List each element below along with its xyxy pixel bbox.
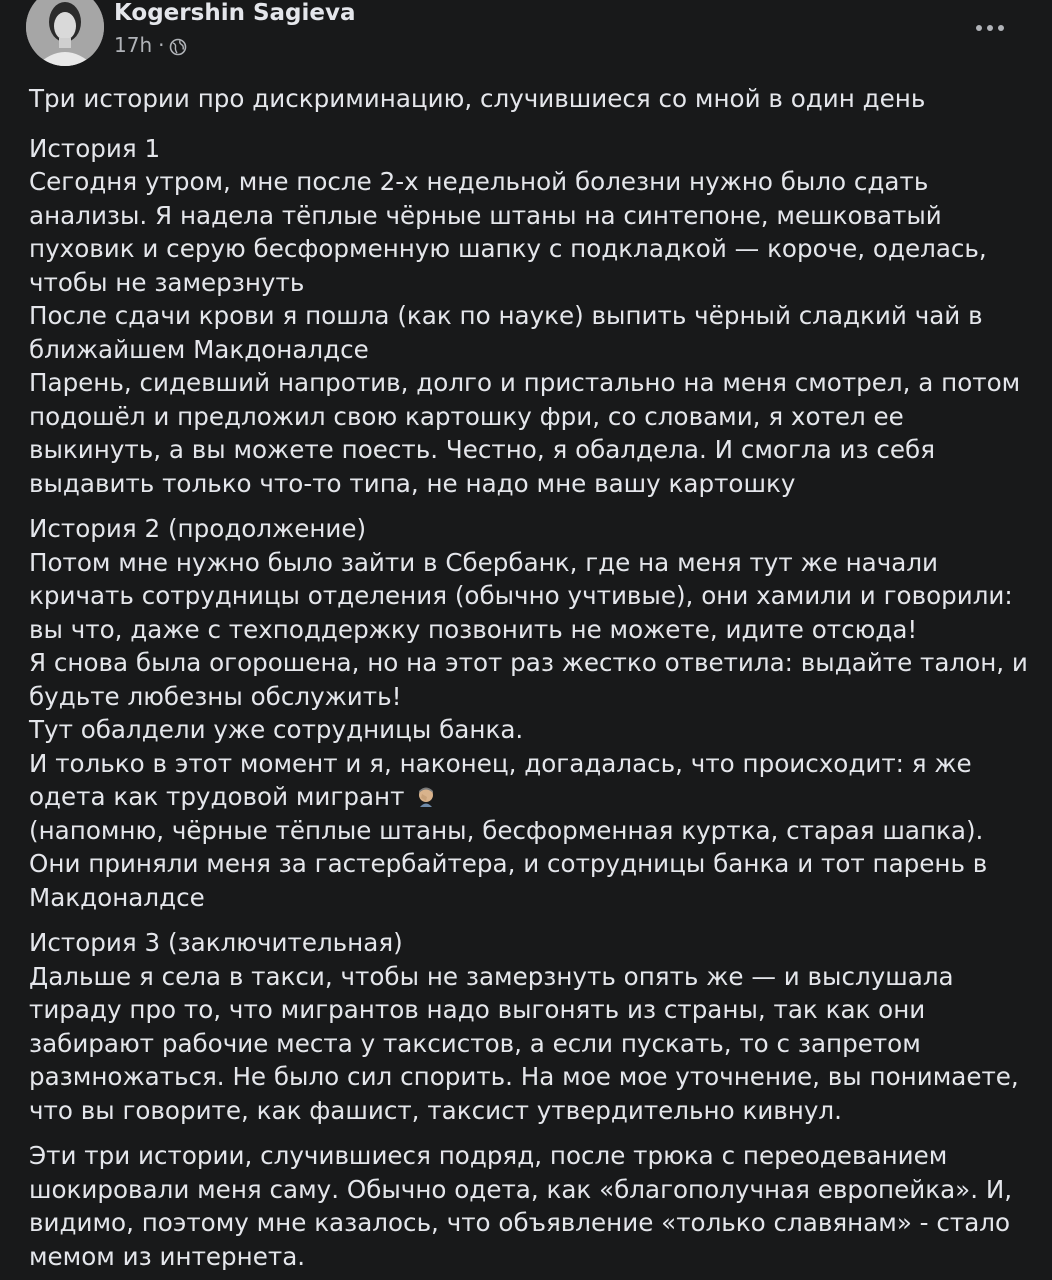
- story2-body-a: Потом мне нужно было зайти в Сбербанк, где на меня тут же начали кричать сотрудницы отделения (обычно учтивые), они хамили и говорили: вы что, даже с техподдержку позвонить не можете, идите отсюда! Я снова была огорошена, но на этот раз жестко ответила: выдайте талон, и будьте любезны обслужить! Тут обалдели уже сотрудницы банка. И только в этот момент и я, наконец, догадалась, что происходит: я же одета как трудовой мигрант: [29, 547, 1028, 811]
- meta-separator: ·: [158, 33, 165, 57]
- author-name[interactable]: Kogershin Sagieva: [114, 0, 356, 26]
- post-timestamp[interactable]: 17h: [114, 33, 153, 57]
- story2-body: [29, 546, 1029, 915]
- facepalm-emoji-icon: [414, 784, 438, 808]
- author-avatar[interactable]: [26, 0, 104, 66]
- conclusion-text: Эти три истории, случившиеся подряд, после трюка с переодеванием шокировали меня саму. Обычно одета, как «благополучная европейка». И, видимо, поэтому мне казалось, что объявление «только славянам» - стало мемом из интернета.: [29, 1141, 1013, 1271]
- more-horizontal-icon: [976, 25, 1004, 31]
- globe-icon[interactable]: [169, 37, 187, 55]
- story2-title: История 2 (продолжение): [29, 514, 367, 543]
- story3-title: История 3 (заключительная): [29, 928, 403, 957]
- story1-body: Сегодня утром, мне после 2-х недельной болезни нужно было сдать анализы. Я надела тёплые чёрные штаны на синтепоне, мешковатый пуховик и серую бесформенную шапку с подкладкой — короче, оделась, чтобы не замерзнуть После сдачи крови я пошла (как по науке) выпить чёрный сладкий чай в ближайшем Макдоналдсе Парень, сидевший напротив, долго и пристально на меня смотрел, а потом подошёл и предложил свою картошку фри, со словами, я хотел ее выкинуть, а вы можете поесть. Честно, я обалдела. И смогла из себя выдавить только что-то типа, не надо мне вашу картошку: [29, 167, 1021, 498]
- post-meta: [114, 32, 187, 58]
- story1-title: История 1: [29, 133, 161, 163]
- story2-body-b: (напомню, чёрные тёплые штаны, бесформенная куртка, старая шапка). Они приняли меня за гастербайтера, и сотрудницы банка и тот парень в Макдоналдсе: [29, 815, 988, 912]
- post-header: [0, 0, 1052, 72]
- post-text: [29, 82, 1029, 1273]
- intro-text: Три истории про дискриминацию, случившиеся со мной в один день: [29, 84, 926, 113]
- story3-body: Дальше я села в такси, чтобы не замерзнуть опять же — и выслушала тираду про то, что мигрантов надо выгонять из страны, так как они забирают рабочие места у таксистов, а если пускать, то с запретом размножаться. Не было сил спорить. На мое мое уточнение, вы понимаете, что вы говорите, как фашист, таксист утвердительно кивнул.: [29, 961, 1019, 1125]
- more-options-button[interactable]: [962, 8, 1018, 48]
